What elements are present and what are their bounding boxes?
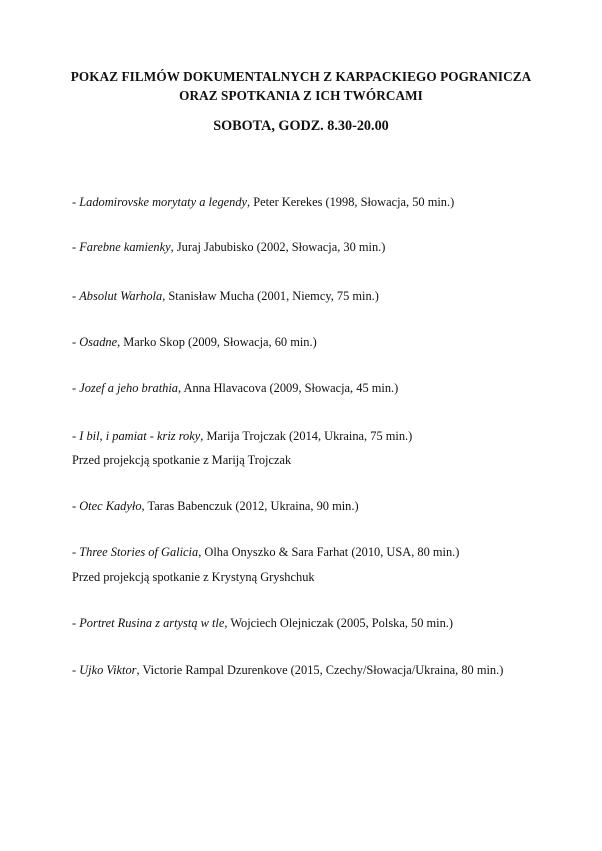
film-title: Otec Kadyło,: [79, 499, 145, 513]
film-details: , Victorie Rampal Dzurenkove (2015, Czechy/Słowacja/Ukraina, 80 min.): [136, 663, 504, 677]
entry-dash: -: [72, 289, 80, 303]
entry-dash: -: [72, 381, 80, 395]
film-title: Osadne: [79, 335, 118, 349]
page-title-line-1: POKAZ FILMÓW DOKUMENTALNYCH Z KARPACKIEGO POGRANICZA: [70, 69, 532, 84]
entry-dash: -: [72, 663, 80, 677]
film-entry: [72, 497, 572, 515]
film-details: , Anna Hlavacova (2009, Słowacja, 45 min.): [178, 381, 399, 395]
film-title: Ujko Viktor: [79, 663, 137, 677]
film-entry: [72, 614, 572, 632]
film-title: Jozef a jeho brathia: [79, 381, 179, 395]
film-title: I bil, i pamiat - kriz roky: [79, 429, 201, 443]
page-subtitle: SOBOTA, GODZ. 8.30-20.00: [213, 118, 389, 134]
film-title: Farebne kamienky: [79, 240, 171, 254]
entry-dash: -: [72, 195, 80, 209]
film-entry: [72, 379, 572, 397]
film-details: Taras Babenczuk (2012, Ukraina, 90 min.): [144, 499, 359, 513]
film-details: , Wojciech Olejniczak (2005, Polska, 50 min.): [224, 616, 454, 630]
page-title-line-2: ORAZ SPOTKANIA Z ICH TWÓRCAMI: [179, 88, 423, 103]
entry-dash: -: [72, 240, 80, 254]
film-entry: [72, 287, 572, 305]
film-entry: [72, 427, 572, 445]
entry-dash: -: [72, 335, 80, 349]
meeting-note: Przed projekcją spotkanie z Krystyną Gryshchuk: [72, 570, 315, 584]
film-details: , Stanisław Mucha (2001, Niemcy, 75 min.): [162, 289, 379, 303]
film-details: , Juraj Jabubisko (2002, Słowacja, 30 min.): [170, 240, 386, 254]
film-details: , Marko Skop (2009, Słowacja, 60 min.): [117, 335, 317, 349]
entry-dash: -: [72, 545, 80, 559]
film-entry: [72, 661, 572, 679]
film-entry: [72, 238, 572, 256]
film-title: Portret Rusina z artystą w tle: [79, 616, 225, 630]
entry-dash: -: [72, 616, 80, 630]
film-details: Olha Onyszko & Sara Farhat (2010, USA, 80 min.): [201, 545, 460, 559]
film-entry: [72, 543, 572, 561]
film-entry: [72, 333, 572, 351]
entry-dash: -: [72, 429, 80, 443]
film-title: Three Stories of Galicia,: [79, 545, 202, 559]
meeting-note: Przed projekcją spotkanie z Mariją Trojczak: [72, 453, 292, 467]
film-details: , Marija Trojczak (2014, Ukraina, 75 min.): [200, 429, 413, 443]
film-details: , Peter Kerekes (1998, Słowacja, 50 min.): [247, 195, 455, 209]
film-title: Ladomirovske morytaty a legendy: [79, 195, 248, 209]
film-title: Absolut Warhola: [79, 289, 163, 303]
entry-dash: -: [72, 499, 80, 513]
film-entry: [72, 193, 572, 211]
